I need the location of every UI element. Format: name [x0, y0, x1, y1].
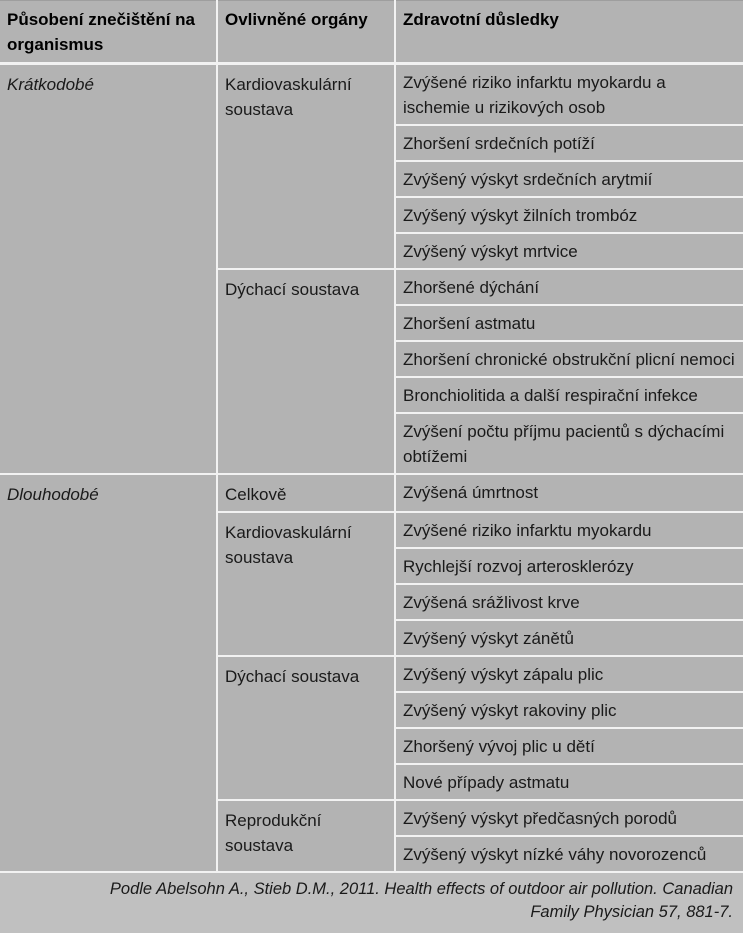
effect-cell: Zhoršení chronické obstrukční plicní nemoci	[395, 341, 743, 377]
duration-cell: Krátkodobé	[0, 64, 217, 475]
effect-cell: Zhoršený vývoj plic u dětí	[395, 728, 743, 764]
organ-cell: Kardiovaskulární soustava	[217, 512, 395, 656]
effect-cell: Zvýšená úmrtnost	[395, 474, 743, 512]
effect-cell: Zvýšený výskyt srdečních arytmií	[395, 161, 743, 197]
effect-cell: Zvýšený výskyt žilních trombóz	[395, 197, 743, 233]
effect-cell: Zvýšený výskyt rakoviny plic	[395, 692, 743, 728]
organ-cell: Dýchací soustava	[217, 656, 395, 800]
organ-cell: Reprodukční soustava	[217, 800, 395, 872]
effect-cell: Zvýšení počtu příjmu pacientů s dýchacími obtížemi	[395, 413, 743, 474]
effect-row	[0, 474, 743, 512]
effect-cell: Bronchiolitida a další respirační infekce	[395, 377, 743, 413]
header-organs: Ovlivněné orgány	[217, 1, 395, 64]
header-duration: Působení znečištění na organismus	[0, 1, 217, 64]
organ-cell: Kardiovaskulární soustava	[217, 64, 395, 270]
effect-cell: Zvýšené riziko infarktu myokardu	[395, 512, 743, 548]
effect-cell: Zvýšený výskyt nízké váhy novorozenců	[395, 836, 743, 872]
effect-cell: Zvýšený výskyt předčasných porodů	[395, 800, 743, 836]
duration-cell: Dlouhodobé	[0, 474, 217, 872]
organ-cell: Celkově	[217, 474, 395, 512]
table-body	[0, 64, 743, 873]
effect-cell: Zhoršené dýchání	[395, 269, 743, 305]
effect-row	[0, 64, 743, 126]
effect-cell: Nové případy astmatu	[395, 764, 743, 800]
effect-cell: Zvýšená srážlivost krve	[395, 584, 743, 620]
effect-cell: Zvýšený výskyt zánětů	[395, 620, 743, 656]
effect-cell: Zhoršení srdečních potíží	[395, 125, 743, 161]
header-consequences: Zdravotní důsledky	[395, 1, 743, 64]
source-citation: Podle Abelsohn A., Stieb D.M., 2011. Health effects of outdoor air pollution. Canadian Family Physician 57, 881-7.	[0, 873, 743, 933]
effect-cell: Zvýšený výskyt zápalu plic	[395, 656, 743, 692]
header-row	[0, 1, 743, 64]
effect-cell: Zhoršení astmatu	[395, 305, 743, 341]
effect-cell: Zvýšený výskyt mrtvice	[395, 233, 743, 269]
organ-cell: Dýchací soustava	[217, 269, 395, 474]
effect-cell: Rychlejší rozvoj arterosklerózy	[395, 548, 743, 584]
effect-cell: Zvýšené riziko infarktu myokardu a ischemie u rizikových osob	[395, 64, 743, 126]
